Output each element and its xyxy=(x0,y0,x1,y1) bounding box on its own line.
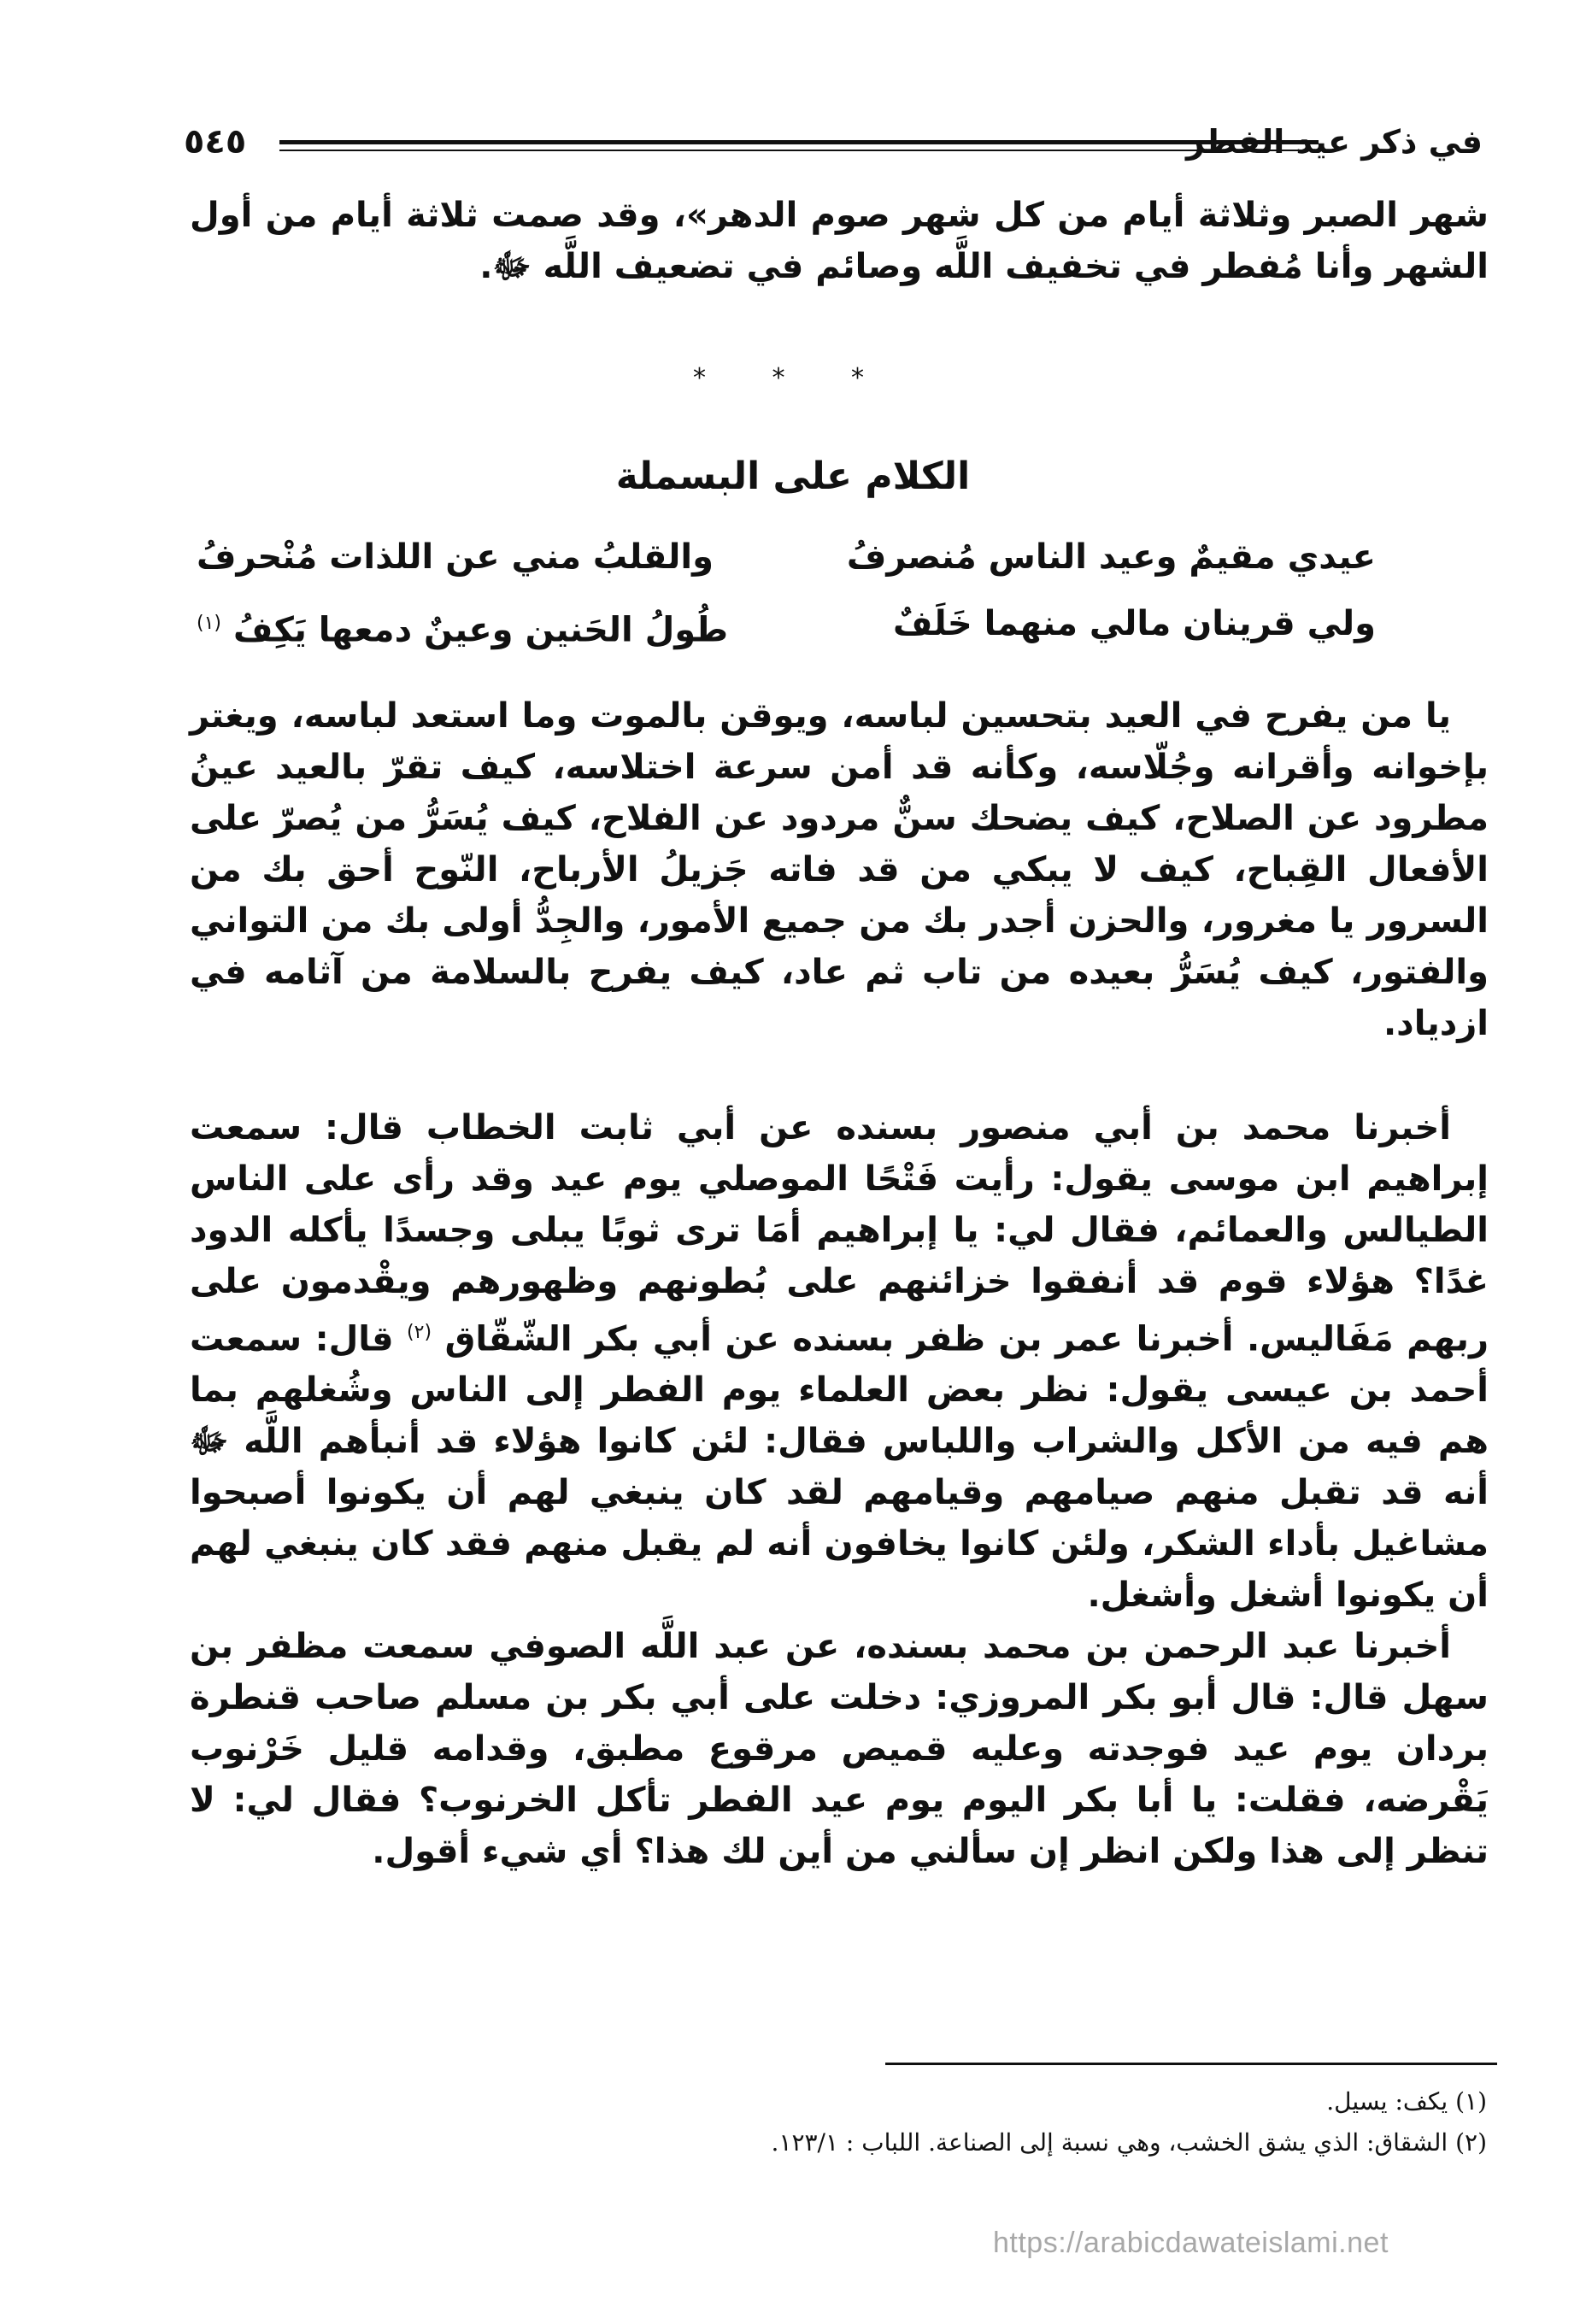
footnote-separator xyxy=(885,2063,1497,2065)
section-separator: * * * xyxy=(692,363,894,393)
narration-block-2 xyxy=(190,1621,1489,1877)
narration-text-continued: قال: سمعت أحمد بن عيسى يقول: نظر بعض العلماء يوم الفطر إلى الناس وشُغلهم بما هم فيه من الأكل والشراب واللباس فقال: لئن كانوا هؤلاء قد أنبأهم اللَّه ﷻ أنه قد تقبل منهم صيامهم وقيامهم لقد كان ينبغي لهم أن يكونوا أصبحوا مشاغيل بأداء الشكر، ولئن كانوا يخافون أنه لم يقبل منهم فقد كان ينبغي لهم أن يكونوا أشغل وأشغل. xyxy=(190,1319,1489,1616)
header-rule-thin xyxy=(279,150,1319,151)
footnote-reference-2[interactable]: (٢) xyxy=(407,1322,432,1343)
chapter-title: في ذكر عيد الفطر xyxy=(1186,123,1483,161)
verse-second-hemistich-with-footnote xyxy=(197,598,728,655)
watermark-url: https://arabicdawateislami.net xyxy=(993,2227,1389,2259)
footnote-1 xyxy=(256,2081,1487,2122)
narration-block xyxy=(190,1102,1489,1621)
footnotes xyxy=(256,2081,1487,2163)
header-rule-thick xyxy=(279,140,1319,144)
footnote-reference-1[interactable]: (١) xyxy=(197,613,222,634)
exhortation-paragraph: يا من يفرح في العيد بتحسين لباسه، ويوقن بالموت وما استعد لباسه، ويغتر بإخوانه وأقرانه وجُلّاسه، وكأنه قد أمن سرعة اختلاسه، كيف تقرّ بالعيد عينُ مطرود عن الصلاح، كيف يضحك سنٌّ مردود عن الفلاح، كيف يُسَرُّ من يُصرّ على الأفعال القِباح، كيف لا يبكي من قد فاته جَزيلُ الأرباح، النّوح أحق بك من السرور يا مغرور، والحزن أجدر بك من جميع الأمور، والجِدُّ أولى بك من التواني والفتور، كيف يُسَرُّ بعيده من تاب ثم عاد، كيف يفرح بالسلامة من آثامه في ازدياد. xyxy=(190,696,1489,1043)
poem-verse xyxy=(197,531,1393,598)
footnote-marker: (٢) xyxy=(1455,2128,1487,2157)
verse-first-hemistich: عيدي مقيمٌ وعيد الناس مُنصرفُ xyxy=(846,537,1376,577)
page-number: ٥٤٥ xyxy=(184,122,247,161)
footnote-text: يكف: يسيل. xyxy=(1326,2087,1448,2116)
exhortation-paragraph-block xyxy=(190,690,1489,1049)
narration-text: أخبرنا محمد بن أبي منصور بسنده عن أبي ثابت الخطاب قال: سمعت إبراهيم ابن موسى يقول: رأيت فَتْحًا الموصلي يوم عيد وقد رأى على الناس الطيالس والعمائم، فقال لي: يا إبراهيم أمَا ترى ثوبًا يبلى وجسدًا يأكله الدود غدًا؟ هؤلاء قوم قد أنفقوا خزائنهم على بُطونهم وظهورهم ويقْدمون على ربهم مَفَاليس. أخبرنا عمر بن ظفر بسنده عن أبي بكر الشّقّاق xyxy=(190,1108,1489,1359)
narration-paragraph-2: أخبرنا عبد الرحمن بن محمد بسنده، عن عبد اللَّه الصوفي سمعت مظفر بن سهل قال: قال أبو بكر المروزي: دخلت على أبي بكر بن مسلم صاحب قنطرة بردان يوم عيد فوجدته وعليه قميص مرقوع مطبق، وقدامه قليل خَرْنوب يَقْرضه، فقلت: يا أبا بكر اليوم يوم عيد الفطر تأكل الخرنوب؟ فقال لي: لا تنظر إلى هذا ولكن انظر إن سألني من أين لك هذا؟ أي شيء أقول. xyxy=(190,1627,1489,1871)
footnote-2 xyxy=(256,2122,1487,2163)
footnote-text: الشقاق: الذي يشق الخشب، وهي نسبة إلى الصناعة. اللباب : ١٢٣/١. xyxy=(771,2128,1448,2157)
verse-second-hemistich: طُولُ الحَنين وعينٌ دمعها يَكِفُ xyxy=(232,610,729,650)
intro-paragraph-block xyxy=(190,190,1489,292)
poem-verse xyxy=(197,598,1393,665)
header-rule xyxy=(279,140,1319,152)
verse-first-hemistich: ولي قرينان مالي منهما خَلَفٌ xyxy=(892,604,1376,643)
narration-paragraph xyxy=(190,1102,1489,1621)
poem xyxy=(197,531,1393,665)
intro-paragraph: شهر الصبر وثلاثة أيام من كل شهر صوم الدهر»، وقد صمت ثلاثة أيام من أول الشهر وأنا مُفطر في تخفيف اللَّه وصائم في تضعيف اللَّه ﷻ. xyxy=(190,196,1489,286)
running-header xyxy=(184,118,1483,169)
footnote-marker: (١) xyxy=(1455,2087,1487,2116)
verse-second-hemistich: والقلبُ مني عن اللذات مُنْحرفُ xyxy=(197,537,714,577)
section-heading: الكلام على البسملة xyxy=(615,455,971,498)
